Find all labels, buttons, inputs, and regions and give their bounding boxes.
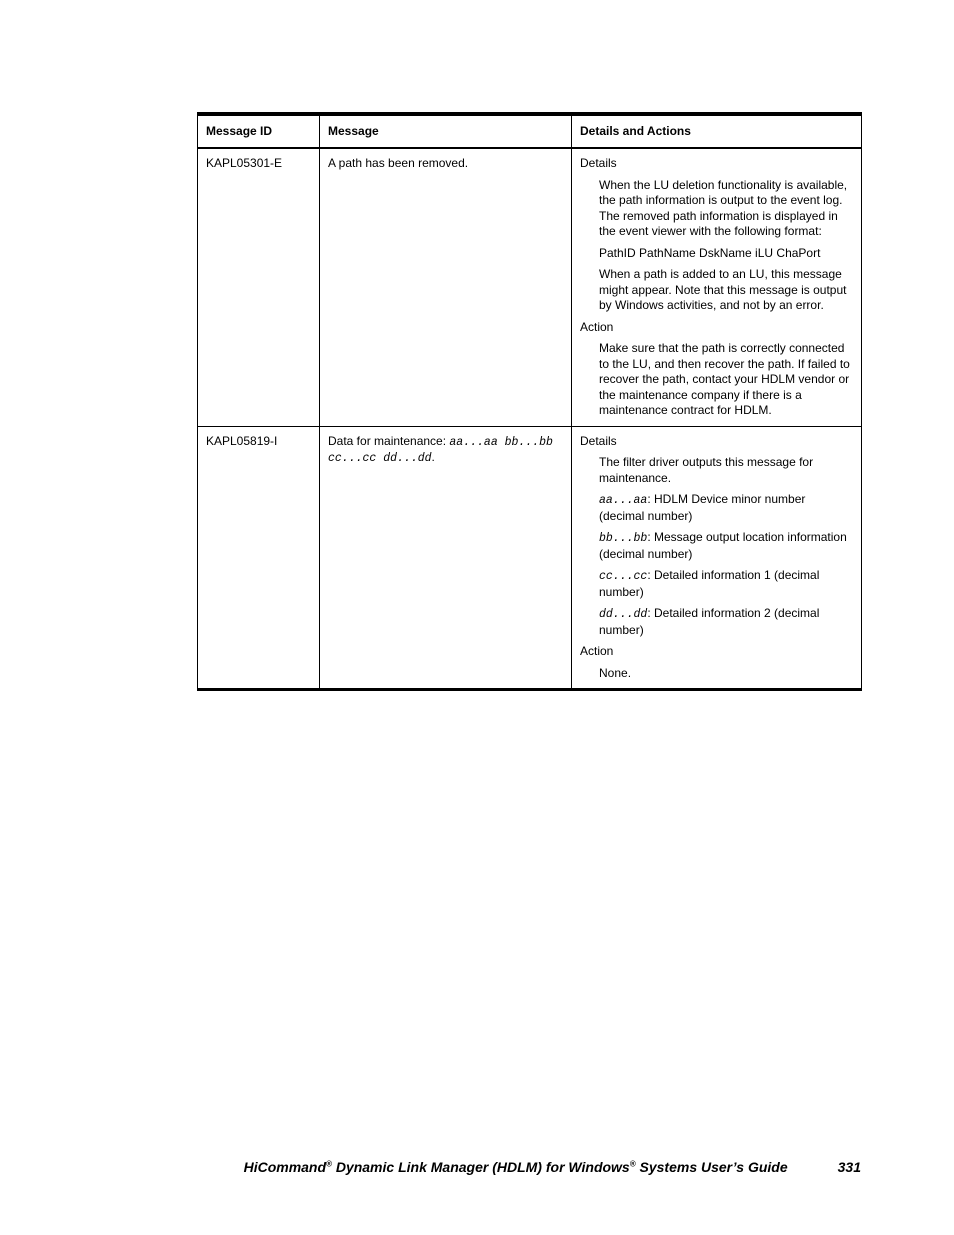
param-code: cc...cc (599, 570, 648, 583)
param-text: : Detailed information 2 (decimal number) (599, 606, 820, 637)
param-item (599, 492, 853, 524)
param-item (599, 530, 853, 562)
footer-title-part: Systems User’s Guide (635, 1159, 788, 1175)
header-details-actions: Details and Actions (572, 114, 862, 148)
table-row (198, 148, 862, 426)
details-paragraph: When the LU deletion functionality is available, the path information is output to the event log. The removed path information is displayed in the event viewer with the following format: (599, 177, 848, 238)
details-paragraph: PathID PathName DskName iLU ChaPort (599, 245, 821, 260)
table-row (198, 426, 862, 690)
action-heading: Action (580, 319, 614, 334)
param-code: dd...dd (599, 608, 648, 621)
action-paragraph: Make sure that the path is correctly connected to the LU, and then recover the path. If failed to recover the path, contact your HDLM vendor or the maintenance company if there is a maintenance contract for HDLM. (599, 341, 850, 417)
message-code: aa...aa bb...bb cc...cc dd...dd (328, 435, 553, 465)
details-heading: Details (580, 156, 617, 170)
message-cell (320, 426, 572, 690)
action-paragraph: None. (599, 665, 632, 680)
footer-title (244, 1159, 788, 1175)
details-actions-cell (572, 148, 862, 426)
param-item (599, 606, 853, 638)
message-prefix: Data for maintenance: (328, 433, 450, 448)
action-heading: Action (580, 644, 614, 658)
message-suffix: . (431, 450, 435, 464)
footer-title-part: Dynamic Link Manager (HDLM) for Windows (331, 1159, 630, 1175)
param-code: aa...aa (599, 494, 648, 507)
param-text: : HDLM Device minor number (decimal number) (599, 492, 806, 523)
message-id-cell: KAPL05301-E (198, 148, 320, 426)
page-number: 331 (837, 1159, 861, 1175)
param-text: : Detailed information 1 (decimal number) (599, 568, 820, 599)
message-id-cell: KAPL05819-I (198, 426, 320, 690)
footer-title-part: HiCommand (243, 1159, 327, 1175)
header-message: Message (320, 114, 572, 148)
table-header-row (198, 114, 862, 148)
page-footer (0, 1159, 861, 1175)
details-actions-cell (572, 426, 862, 690)
details-heading: Details (580, 433, 617, 448)
param-text: : Message output location information (decimal number) (599, 530, 847, 561)
registered-mark: ® (326, 1159, 332, 1169)
message-table (197, 112, 862, 691)
header-message-id: Message ID (198, 114, 320, 148)
details-paragraph: The filter driver outputs this message for maintenance. (599, 455, 814, 485)
registered-mark: ® (629, 1159, 636, 1169)
param-item (599, 568, 853, 600)
param-code: bb...bb (599, 532, 648, 545)
message-cell: A path has been removed. (320, 148, 572, 426)
details-paragraph: When a path is added to an LU, this message might appear. Note that this message is output by Windows activities, and not by an error. (599, 267, 847, 312)
